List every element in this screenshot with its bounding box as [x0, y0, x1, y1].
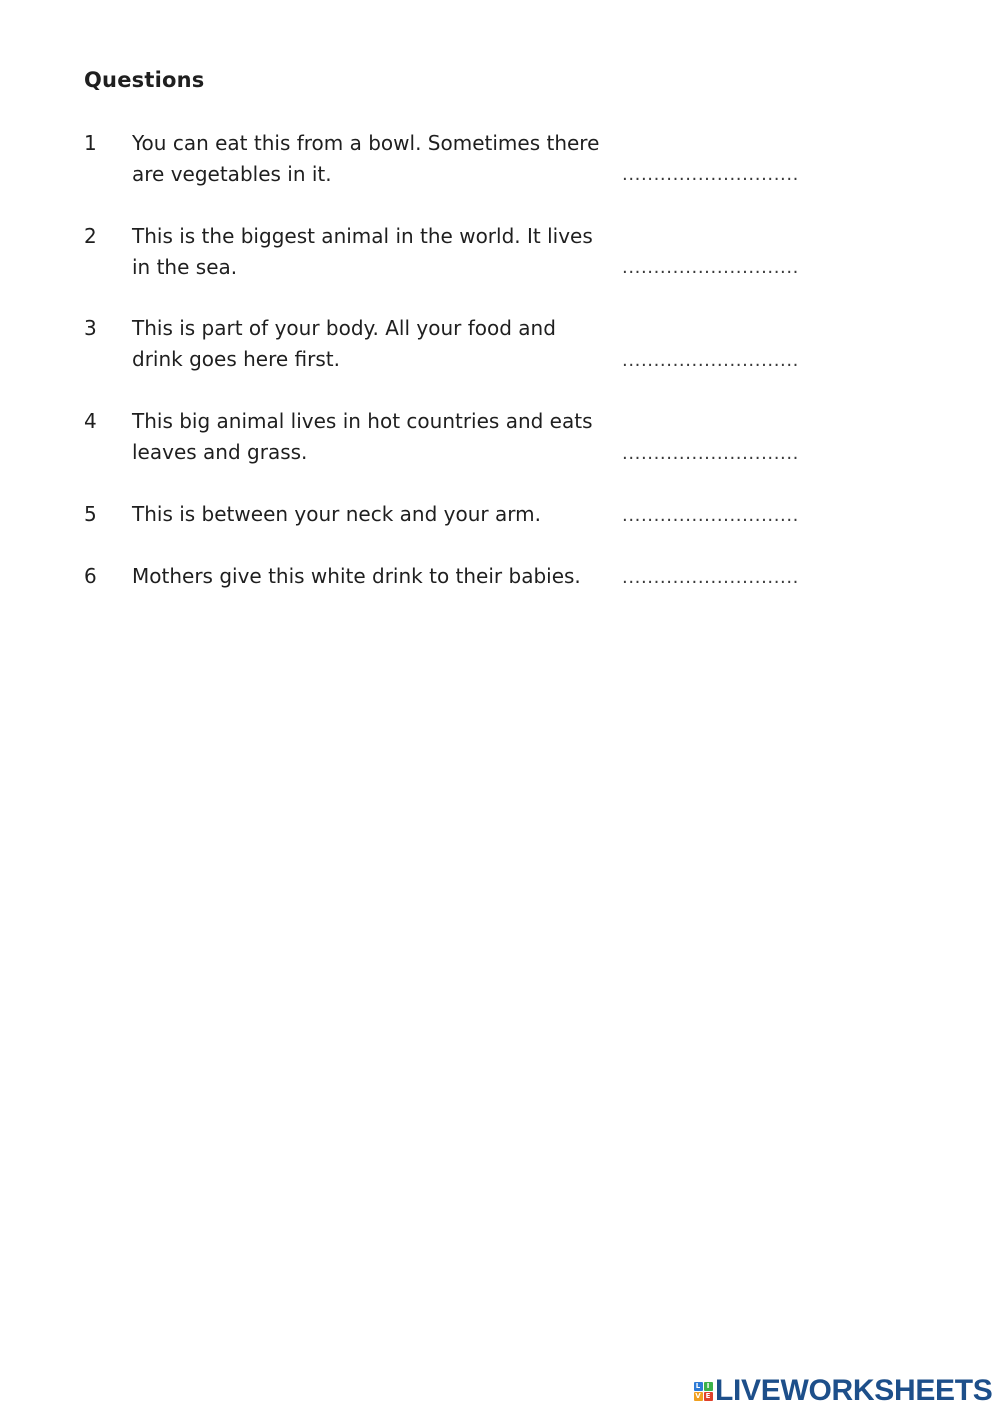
question-text: This is between your neck and your arm.	[132, 502, 541, 526]
question-text: This is part of your body. All your food and drink goes here first.	[132, 316, 556, 371]
question-text: You can eat this from a bowl. Sometimes there are vegetables in it.	[132, 131, 600, 186]
answer-blank[interactable]: ............................	[622, 505, 800, 526]
answer-blank[interactable]: ............................	[622, 257, 800, 278]
answer-blank[interactable]: ............................	[622, 567, 800, 588]
question-number: 6	[84, 564, 97, 588]
question-text: This big animal lives in hot countries and eats leaves and grass.	[132, 409, 593, 464]
question-number: 2	[84, 224, 97, 248]
liveworksheets-logo	[693, 1374, 993, 1408]
question-text: This is the biggest animal in the world. It lives in the sea.	[132, 224, 593, 279]
logo-mark-letter: L	[694, 1382, 703, 1391]
logo-mark-letter: V	[695, 1392, 701, 1400]
liveworksheets-logo-icon	[693, 1381, 713, 1401]
logo-mark-letter: I	[704, 1382, 713, 1391]
question-number: 3	[84, 316, 97, 340]
logo-text: LIVEWORKSHEETS	[715, 1374, 993, 1407]
question-number: 1	[84, 131, 97, 155]
logo-mark-letter: E	[704, 1392, 713, 1401]
question-text: Mothers give this white drink to their babies.	[132, 564, 581, 588]
worksheet-heading: Questions	[84, 68, 205, 92]
question-number: 5	[84, 502, 97, 526]
answer-blank[interactable]: ............................	[622, 350, 800, 371]
answer-blank[interactable]: ............................	[622, 443, 800, 464]
question-number: 4	[84, 409, 97, 433]
answer-blank[interactable]: ............................	[622, 164, 800, 185]
